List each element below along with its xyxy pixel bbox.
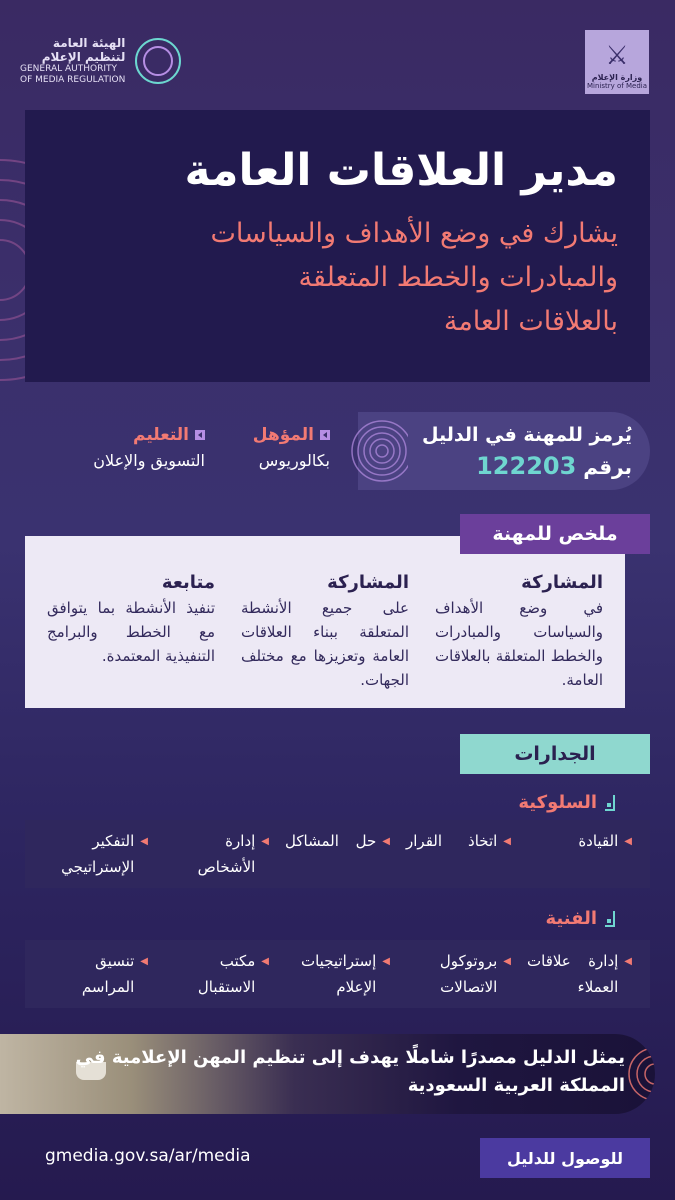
guide-banner [0,1034,655,1114]
arrow-left-icon: ◀ [624,836,632,847]
behavioral-heading [518,792,615,813]
access-guide-button[interactable]: للوصول للدليل [480,1138,650,1178]
header [20,30,655,100]
competencies-tag: الجدارات [460,734,650,774]
arrow-left-icon: ◀ [624,956,632,967]
summary-column [241,570,409,708]
summary-text: على جميع الأنشطة المتعلقة ببناء العلاقات العامة وتعزيزها مع مختلف الجهات. [241,599,409,689]
job-subtitle-line2: والمبادرات والخطط المتعلقة [298,262,618,293]
occupation-code-box [358,412,650,490]
arrow-left-icon: ◀ [503,956,511,967]
arrow-left-icon: ◀ [140,836,148,847]
gamr-logo [20,36,181,86]
arrow-left-icon: ◀ [382,956,390,967]
corner-mark-icon [605,795,615,811]
gamr-logo-ar-line1: الهيئة العامة [52,36,126,50]
code-prefix: برقم [583,455,632,479]
arrow-left-icon: ◀ [261,956,269,967]
banner-text: يمثل الدليل مصدرًا شاملًا يهدف إلى تنظيم المهن الإعلامية في المملكة العربية السعودية [75,1047,625,1096]
technical-heading [546,908,616,929]
skill-item: ◀ مكتب الاستقبال [156,948,277,1000]
skill-item: ◀ إدارة الأشخاص [156,828,277,880]
qualification-value: بكالوريوس [258,451,330,470]
summary-column [435,570,603,708]
palm-swords-icon: ⚔ [605,41,629,71]
skill-item: ◀ تنسيق المراسم [35,948,156,1000]
behavioral-skills-row [25,820,650,888]
code-label: يُرمز للمهنة في الدليل [422,424,632,446]
skill-item: ◀ التفكير الإستراتيجي [35,828,156,880]
gamr-emblem-icon [135,38,181,84]
bullet-icon [320,430,330,440]
summary-tag: ملخص للمهنة [460,514,650,554]
summary-heading: المشاركة [327,572,409,593]
education-label: التعليم [133,425,189,445]
arrow-left-icon: ◀ [503,836,511,847]
skill-item: ◀ حل المشاكل [277,828,398,855]
summary-column [47,570,215,708]
job-subtitle-line1: يشارك في وضع الأهداف والسياسات [210,218,618,249]
skill-item: ◀ إستراتيجيات الإعلام [277,948,398,1000]
job-subtitle-line3: بالعلاقات العامة [443,306,618,337]
skill-item: ◀ بروتوكول الاتصالات [398,948,519,1000]
summary-text: تنفيذ الأنشطة بما يتوافق مع الخطط والبرامج التنفيذية المعتمدة. [47,599,215,665]
summary-card [25,536,625,708]
corner-mark-icon [605,911,615,927]
technical-skills-row [25,940,650,1008]
gamr-logo-en-line2: OF MEDIA REGULATION [20,75,126,85]
job-title: مدير العلاقات العامة [184,145,618,196]
education-value: التسويق والإعلان [93,451,205,470]
skill-item: ◀ إدارة علاقات العملاء [519,948,640,1000]
summary-heading: متابعة [161,572,215,593]
gamr-logo-ar-line2: لتنظيم الإعلام [41,50,126,64]
education-block [93,422,205,474]
title-card [25,110,650,382]
ministry-logo-ar: وزارة الإعلام [591,73,643,82]
skill-item: ◀ القيادة [519,828,640,855]
arrow-left-icon: ◀ [261,836,269,847]
summary-text: في وضع الأهداف والسياسات والمبادرات والخطط المتعلقة بالعلاقات العامة. [435,599,603,689]
behavioral-heading-label: السلوكية [518,792,597,813]
arrow-left-icon: ◀ [382,836,390,847]
occupation-code: 122203 [476,452,577,480]
qualification-label: المؤهل [252,425,314,445]
bullet-icon [195,430,205,440]
gamr-logo-en-line1: GENERAL AUTHORITY [20,64,117,74]
decorative-arcs-code [348,417,408,485]
arrow-left-icon: ◀ [140,956,148,967]
ministry-logo-en: Ministry of Media [587,82,647,90]
technical-heading-label: الفنية [545,908,597,929]
guide-url-link[interactable]: gmedia.gov.sa/ar/media [45,1146,251,1166]
qualification-block [253,422,330,474]
summary-heading: المشاركة [521,572,603,593]
skill-item: ◀ اتخاذ القرار [398,828,519,855]
ministry-of-media-logo [585,30,649,94]
